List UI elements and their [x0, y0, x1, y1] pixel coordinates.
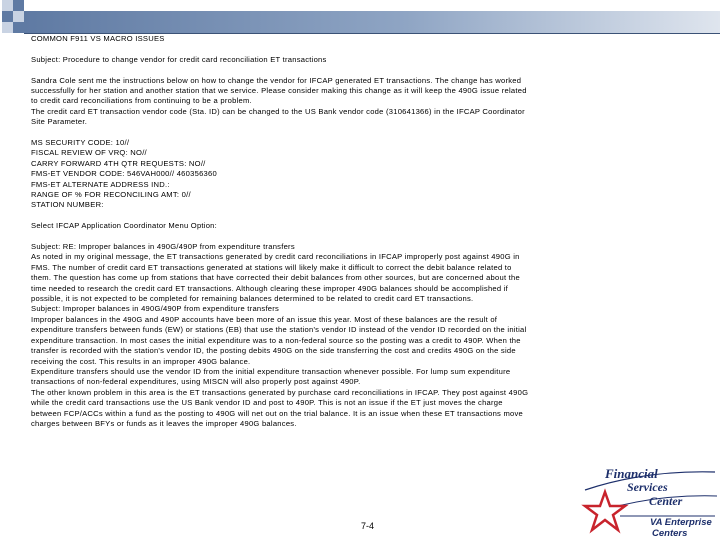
body-line: time needed to research the credit card ET transactions. Although clearing these improper 490G balances should be accomplished if	[31, 283, 509, 293]
document-body	[31, 34, 691, 429]
body-line: FMS. The number of credit card ET transactions generated at stations will likely make it difficult to correct the debit balance related to	[31, 262, 512, 272]
body-line: possible, it is not expected to be completed for remaining balances determined to be related to credit card ET transactions.	[31, 294, 474, 304]
parameter-line: FMS-ET ALTERNATE ADDRESS IND.:	[31, 179, 170, 189]
logo-financial: Financial	[605, 466, 658, 481]
intro-line: The credit card ET transaction vendor code (Sta. ID) can be changed to the US Bank vendor code (310641366) in the IFCAP Coordinator	[31, 106, 525, 116]
intro-line: to credit card reconciliations from continuing to be a problem.	[31, 96, 252, 106]
intro-line: successfully for her station and another station that we service. Please consider making this change as it will keep the 490G issue related	[31, 86, 527, 95]
menu-option-line: Select IFCAP Application Coordinator Menu Option:	[31, 221, 218, 231]
logo-va-enterprise: VA Enterprise	[650, 517, 712, 528]
body-line: charges between BFYs or funds as it leaves the improper 490G balances.	[31, 418, 297, 428]
subject-line: Subject: Procedure to change vendor for credit card reconciliation ET transactions	[31, 54, 327, 64]
body-line: Expenditure transfers should use the vendor ID from the initial expenditure transaction whenever possible. For lump sum expenditure	[31, 366, 511, 376]
parameter-line: FISCAL REVIEW OF VRQ: NO//	[31, 148, 147, 158]
body-line: transactions of non-federal expenditures, using MISCN will also properly post against 490P.	[31, 377, 361, 387]
intro-line: Sandra Cole sent me the instructions below on how to change the vendor for IFCAP generated ET transactions. The change has worked	[31, 75, 522, 85]
document-title: COMMON F911 VS MACRO ISSUES	[31, 34, 165, 43]
body-line: Improper balances in the 490G and 490P accounts have been more of an issue this year. Most of these balances are the result of	[31, 314, 498, 324]
body-line: expenditure transaction. In most cases the initial expenditure was to a non-federal source so the posting was a credit to 490P. When the	[31, 335, 521, 345]
body-line: them. The question has come up from stations that have corrected their debit balances from other sources, but are concerned about the	[31, 273, 520, 283]
body-line: while the credit card transactions use the US Bank vendor ID and post to 490P. This is not an issue if the ET just moves the charge	[31, 398, 503, 408]
banner-gradient-bar	[24, 11, 720, 33]
logo-center: Center	[649, 494, 683, 508]
body-line: The other known problem in this area is the ET transactions generated by purchase card reconciliations in IFCAP. They post against 490G	[31, 387, 529, 397]
page-number: 7-4	[361, 521, 375, 531]
parameter-line: STATION NUMBER:	[31, 200, 104, 210]
body-line: Subject: Improper balances in 490G/490P from expenditure transfers	[31, 304, 280, 314]
body-line: between FCP/ACCs within a fund as the posting to 490G will net out on the trial balance. It is an issue when these ET transactions move	[31, 408, 524, 418]
parameter-line: FMS-ET VENDOR CODE: 546VAH000// 460356360	[31, 169, 217, 179]
parameter-line: RANGE OF % FOR RECONCILING AMT: 0//	[31, 190, 191, 200]
parameter-line: MS SECURITY CODE: 10//	[31, 138, 130, 148]
financial-services-center-logo	[575, 462, 720, 540]
parameter-line: CARRY FORWARD 4TH QTR REQUESTS: NO//	[31, 158, 206, 168]
header-banner	[0, 0, 720, 38]
intro-line: Site Parameter.	[31, 117, 88, 127]
body-line: expenditure transfers between funds (EW) or stations (EB) that use the station's vendor ID instead of the vendor ID recorded on the initial	[31, 325, 527, 335]
logo-services: Services	[627, 480, 668, 494]
body-line: receiving the cost. This results in an improper 490G balance.	[31, 356, 251, 366]
star-icon	[585, 492, 625, 530]
body-line: Subject: RE: Improper balances in 490G/490P from expenditure transfers	[31, 242, 295, 252]
body-line: As noted in my original message, the ET transactions generated by credit card reconciliations in IFCAP improperly post against 490G in	[31, 252, 520, 262]
body-line: transfer is recorded with the station's vendor ID, the posting debits 490G on the side transferring the cost and credits 490G on the side	[31, 346, 516, 356]
logo-va-centers: Centers	[652, 528, 688, 539]
